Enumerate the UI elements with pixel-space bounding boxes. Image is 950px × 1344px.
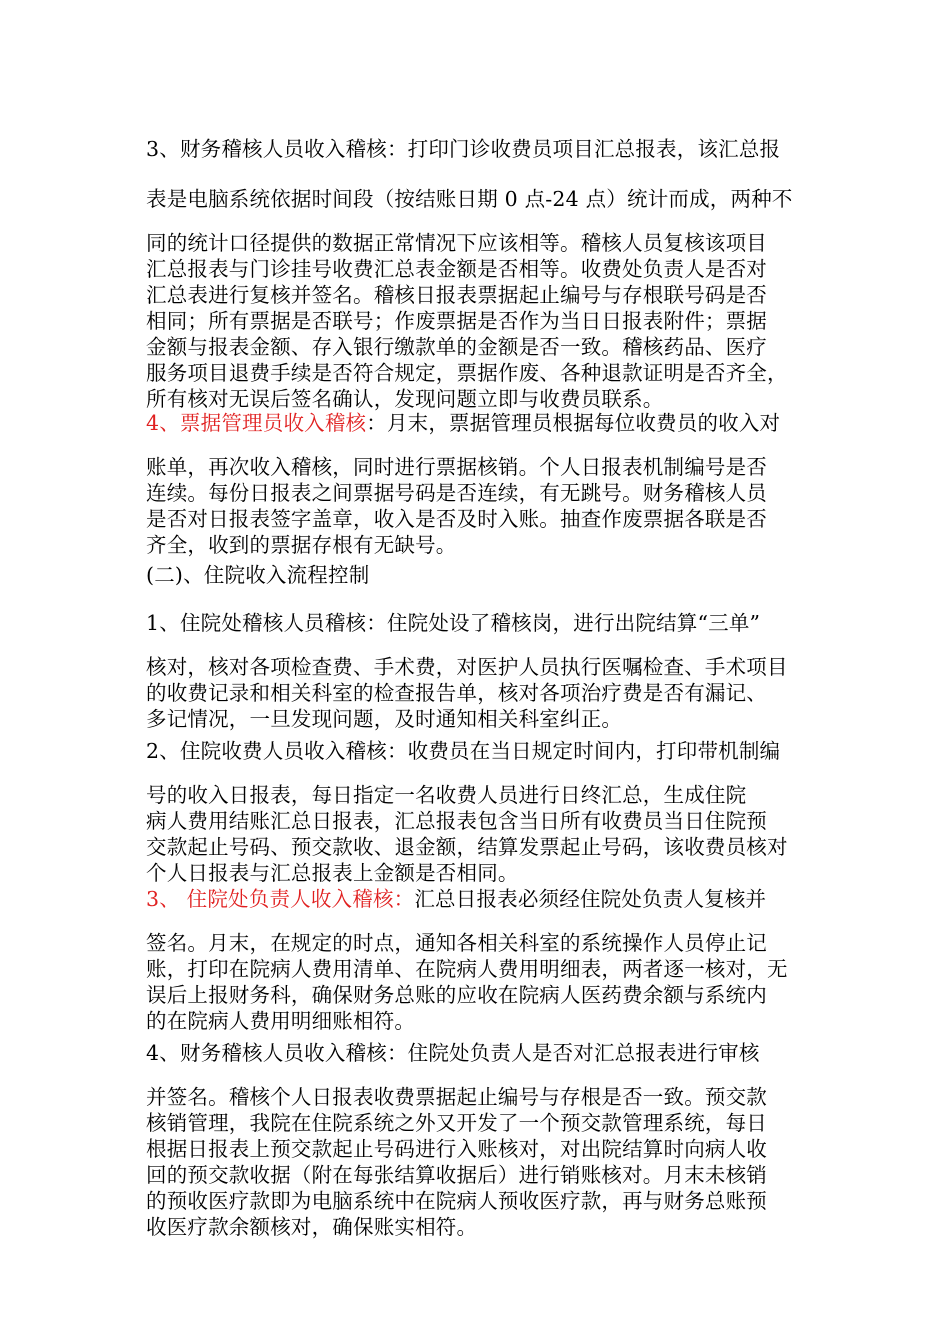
text-line: 账，打印在院病人费用清单、在院病人费用明细表，两者逐一核对，无 [146,957,788,981]
text-line: 核对，核对各项检查费、手术费，对医护人员执行医嘱检查、手术项目 [146,655,788,679]
text-line: 所有核对无误后签名确认，发现问题立即与收费员联系。 [146,387,664,411]
section-heading-line [146,886,766,912]
text-line: 同的统计口径提供的数据正常情况下应该相等。稽核人员复核该项目 [146,231,767,255]
text-line: 金额与报表金额、存入银行缴款单的金额是否一致。稽核药品、医疗 [146,335,767,359]
text-line: 汇总报表与门诊挂号收费汇总表金额是否相等。收费处负责人是否对 [146,257,767,281]
section-heading-rest: 汇总日报表必须经住院处负责人复核并 [414,887,767,911]
text-line: 个人日报表与汇总报表上金额是否相同。 [146,861,519,885]
text-line: 表是电脑系统依据时间段（按结账日期 0 点-24 点）统计而成，两种不 [146,187,793,211]
text-line: 相同；所有票据是否联号；作废票据是否作为当日日报表附件；票据 [146,309,767,333]
text-line: 回的预交款收据（附在每张结算收据后）进行销账核对。月末未核销 [146,1163,767,1187]
text-line: 账单，再次收入稽核，同时进行票据核销。个人日报表机制编号是否 [146,455,767,479]
section-heading-highlight: 3、 住院处负责人收入稽核： [146,887,415,911]
text-line: 连续。每份日报表之间票据号码是否连续，有无跳号。财务稽核人员 [146,481,767,505]
text-line: 1、住院处稽核人员稽核：住院处设了稽核岗，进行出院结算“三单” [146,611,761,635]
text-line: 的在院病人费用明细账相符。 [146,1009,416,1033]
text-line: 4、财务稽核人员收入稽核：住院处负责人是否对汇总报表进行审核 [146,1041,760,1065]
text-line: 并签名。稽核个人日报表收费票据起止编号与存根是否一致。预交款 [146,1085,767,1109]
text-line: 交款起止号码、预交款收、退金额，结算发票起止号码，该收费员核对 [146,835,788,859]
text-line: 服务项目退费手续是否符合规定，票据作废、各种退款证明是否齐全， [146,361,788,385]
text-line: 收医疗款余额核对，确保账实相符。 [146,1215,478,1239]
text-line: 的预收医疗款即为电脑系统中在院病人预收医疗款，再与财务总账预 [146,1189,767,1213]
text-line: 病人费用结账汇总日报表，汇总报表包含当日所有收费员当日住院预 [146,809,767,833]
text-line: 号的收入日报表，每日指定一名收费人员进行日终汇总，生成住院 [146,783,747,807]
section-heading-line [146,410,780,436]
text-line: 的收费记录和相关科室的检查报告单，核对各项治疗费是否有漏记、 [146,681,767,705]
text-line: 是否对日报表签字盖章，收入是否及时入账。抽查作废票据各联是否 [146,507,767,531]
section-heading-rest: ：月末，票据管理员根据每位收费员的收入对 [366,411,781,435]
text-line: 核销管理，我院在住院系统之外又开发了一个预交款管理系统，每日 [146,1111,767,1135]
text-line: 签名。月末，在规定的时点，通知各相关科室的系统操作人员停止记 [146,931,767,955]
text-line: 误后上报财务科，确保财务总账的应收在院病人医药费余额与系统内 [146,983,767,1007]
text-line: 汇总表进行复核并签名。稽核日报表票据起止编号与存根联号码是否 [146,283,767,307]
section-heading-highlight: 4、票据管理员收入稽核 [146,411,367,435]
text-line: 多记情况，一旦发现问题，及时通知相关科室纠正。 [146,707,623,731]
text-line: 根据日报表上预交款起止号码进行入账核对，对出院结算时向病人收 [146,1137,767,1161]
subsection-heading: (二)、住院收入流程控制 [146,563,370,587]
text-line: 齐全，收到的票据存根有无缺号。 [146,533,457,557]
text-line: 3、财务稽核人员收入稽核：打印门诊收费员项目汇总报表，该汇总报 [146,137,781,161]
text-line: 2、住院收费人员收入稽核：收费员在当日规定时间内，打印带机制编 [146,739,781,763]
